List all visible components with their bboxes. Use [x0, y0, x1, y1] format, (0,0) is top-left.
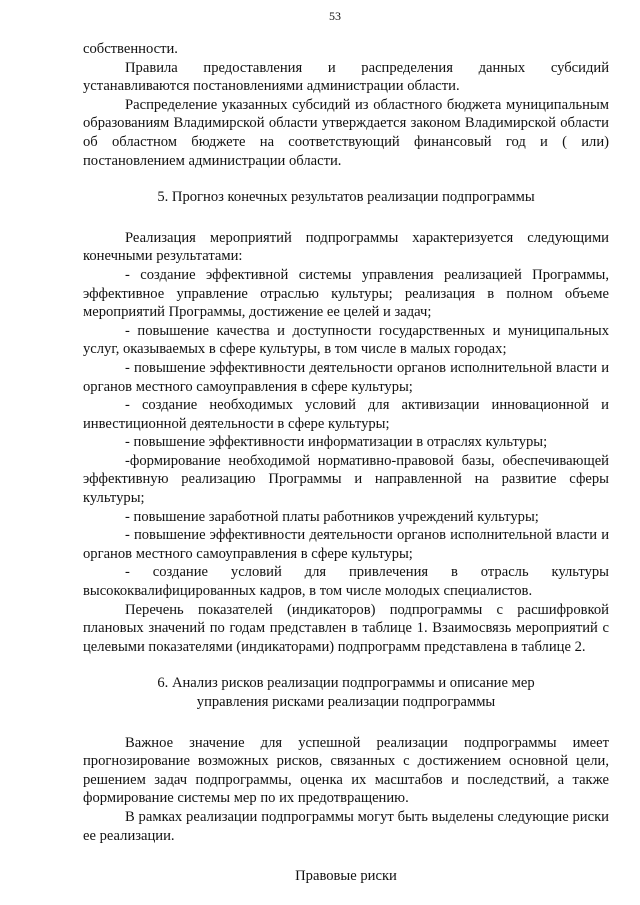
section-6-paragraph-2: В рамках реализации подпрограммы могут быть выделены следующие риски ее реализации.	[83, 808, 609, 844]
list-item: - создание эффективной системы управления реализацией Программы, эффективное управление отраслью культуры; реализация в полном объеме мероприятий Программы, достижение ее целей и задач;	[83, 266, 609, 321]
list-item: - повышение заработной платы работников учреждений культуры;	[125, 508, 539, 525]
page-content	[83, 40, 609, 886]
list-item: - повышение эффективности информатизации в отраслях культуры;	[125, 434, 548, 451]
section-5-tail: Перечень показателей (индикаторов) подпрограммы с расшифровкой плановых значений по годам представлен в таблице 1. Взаимосвязь мероприятий с целевыми показателями (индикаторами) подпрограмм представлена в таблице 2.	[83, 601, 609, 655]
section-6-title-line-1: 6. Анализ рисков реализации подпрограммы и описание мер	[157, 675, 535, 692]
section-6-title-line-2: управления рисками реализации подпрограммы	[196, 694, 496, 710]
section-5-lead: Реализация мероприятий подпрограммы характеризуется следующими конечными результатами:	[83, 229, 609, 265]
paragraph-intro-tail: собственности.	[83, 41, 178, 57]
paragraph-rules: Правила предоставления и распределения данных субсидий устанавливаются постановлениями администрации области.	[83, 59, 609, 95]
section-5-title: 5. Прогноз конечных результатов реализации подпрограммы	[157, 189, 535, 206]
list-item: - повышение эффективности деятельности органов исполнительной власти и органов местного самоуправления в сфере культуры;	[83, 527, 609, 562]
list-item: -формирование необходимой нормативно-правовой базы, обеспечивающей эффективную реализацию Программы и направленной на развитие сферы культуры;	[83, 452, 609, 507]
list-item: - создание необходимых условий для активизации инновационной и инвестиционной деятельности в сфере культуры;	[83, 397, 609, 432]
paragraph-distribution: Распределение указанных субсидий из областного бюджета муниципальным образованиям Владимирской области утверждается законом Владимирской области об областном бюджете на соответствующий финансовый год и ( или) постановлением администрации области.	[83, 96, 609, 169]
list-item: - создание условий для привлечения в отрасль культуры высококвалифицированных кадров, в том числе молодых специалистов.	[83, 564, 609, 600]
subheading-legal-risks: Правовые риски	[295, 868, 397, 885]
list-item: - повышение эффективности деятельности органов исполнительной власти и органов местного самоуправления в сфере культуры;	[83, 359, 609, 395]
list-item: - повышение качества и доступности государственных и муниципальных услуг, оказываемых в сфере культуры, в том числе в малых городах;	[83, 322, 609, 358]
section-6-paragraph-1: Важное значение для успешной реализации подпрограммы имеет прогнозирование возможных рисков, связанных с достижением основной цели, решением задач подпрограммы, оценка их масштабов и последствий, а также формирование системы мер по их предотвращению.	[83, 734, 609, 807]
page-number: 53	[329, 9, 341, 23]
